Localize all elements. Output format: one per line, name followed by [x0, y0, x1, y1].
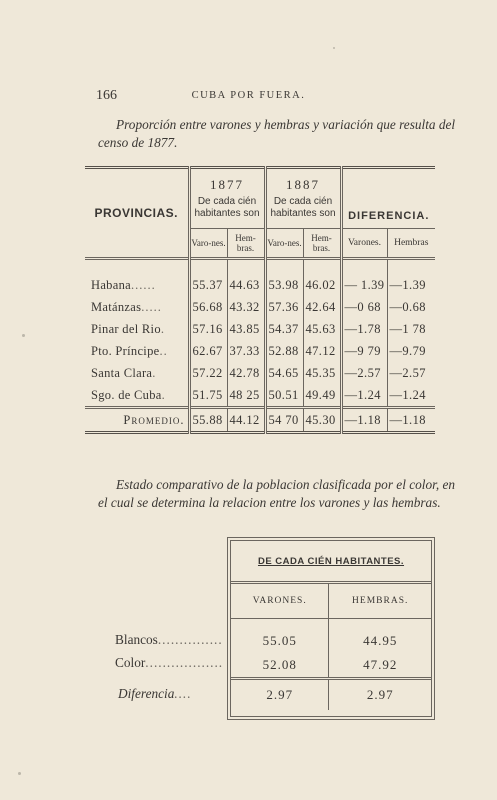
value-diff-hembras: —0.68 — [387, 296, 435, 318]
table1-average-row — [85, 408, 435, 433]
value-diff-hembras: —1.24 — [387, 384, 435, 408]
provinces-table — [85, 166, 435, 434]
color-hembras: 47.92 — [329, 653, 431, 679]
value-hembras-1887: 47.12 — [303, 340, 341, 362]
leader-dots: ..... — [141, 299, 162, 314]
diff-varones: 2.97 — [231, 679, 329, 711]
value-diff-varones: —1.24 — [341, 384, 387, 408]
color-col-varones: VARONES. — [231, 583, 329, 619]
table1-gap-row — [85, 259, 435, 275]
avg-dh: —1.18 — [387, 408, 435, 433]
province-name-text: Habana — [91, 277, 131, 292]
value-hembras-1877: 43.85 — [227, 318, 265, 340]
dots-diferencia: .... — [174, 686, 192, 701]
table2-caption: Estado comparativo de la poblacion clasificada por el color, en el cual se determina la relacion entre los varones y las hembras. — [98, 477, 456, 510]
col-hembras-1887: Hem-bras. — [303, 229, 341, 259]
value-hembras-1887: 42.64 — [303, 296, 341, 318]
page-number: 166 — [96, 88, 117, 103]
value-varones-1877: 57.22 — [189, 362, 227, 384]
label-color: Color — [115, 655, 146, 670]
color-varones: 52.08 — [262, 657, 297, 672]
province-name — [85, 274, 189, 296]
value-varones-1887: 54.65 — [265, 362, 303, 384]
value-hembras-1877: 42.78 — [227, 362, 265, 384]
value-varones-1877: 62.67 — [189, 340, 227, 362]
table-row — [85, 362, 435, 384]
value-hembras-1877: 43.32 — [227, 296, 265, 318]
leader-dots: . — [160, 321, 165, 336]
row-label-blancos — [115, 632, 223, 648]
value-diff-varones: — 1.39 — [341, 274, 387, 296]
value-hembras-1887: 49.49 — [303, 384, 341, 408]
blancos-varones: 55.05 — [262, 633, 297, 648]
table-row — [85, 384, 435, 408]
value-hembras-1887: 46.02 — [303, 274, 341, 296]
value-hembras-1887: 45.63 — [303, 318, 341, 340]
avg-v77: 55.88 — [189, 408, 227, 433]
col-varones-1877: Varo-nes. — [189, 229, 227, 259]
label-blancos: Blancos — [115, 632, 158, 647]
value-hembras-1877: 37.33 — [227, 340, 265, 362]
province-name-text: Sgo. de Cuba — [91, 387, 162, 402]
value-varones-1887: 57.36 — [265, 296, 303, 318]
province-name — [85, 384, 189, 408]
color-table-frame — [230, 540, 432, 717]
average-label-text: Promedio. — [123, 412, 185, 427]
row-blancos — [231, 629, 431, 653]
value-varones-1887: 53.98 — [265, 274, 303, 296]
sub-header-1887: De cada cién habitantes son — [270, 196, 336, 219]
leader-dots: ...... — [130, 277, 156, 292]
row-label-color — [115, 655, 223, 671]
province-name-text: Matánzas — [91, 299, 142, 314]
table1-caption: Proporción entre varones y hembras y variación que resulta del censo de 1877. — [98, 117, 456, 150]
value-diff-hembras: —1 78 — [387, 318, 435, 340]
color-col-hembras: HEMBRAS. — [329, 583, 431, 619]
row-diferencia — [231, 679, 431, 711]
provinces-header: PROVINCIAS. — [94, 206, 178, 220]
average-label — [85, 408, 189, 433]
dots-color: .................. — [145, 655, 224, 670]
diff-hembras: 2.97 — [329, 679, 431, 711]
dots-blancos: ............... — [157, 632, 223, 647]
province-name-text: Pinar del Rio — [91, 321, 161, 336]
value-varones-1887: 52.88 — [265, 340, 303, 362]
paper-speck — [18, 772, 21, 775]
blancos-hembras: 44.95 — [329, 629, 431, 653]
color-table — [231, 541, 431, 710]
value-diff-hembras: —2.57 — [387, 362, 435, 384]
value-varones-1877: 56.68 — [189, 296, 227, 318]
paper-speck — [22, 334, 25, 337]
value-varones-1877: 57.16 — [189, 318, 227, 340]
table-row — [85, 274, 435, 296]
avg-h77: 44.12 — [227, 408, 265, 433]
value-hembras-1877: 48 25 — [227, 384, 265, 408]
leader-dots: . — [152, 365, 157, 380]
year-1887: 1887 — [286, 177, 320, 192]
leader-dots: .. — [159, 343, 168, 358]
table-row — [85, 318, 435, 340]
value-diff-hembras: —9.79 — [387, 340, 435, 362]
avg-dv: —1.18 — [341, 408, 387, 433]
col-hembras-diff: Hembras — [387, 229, 435, 259]
avg-h87: 45.30 — [303, 408, 341, 433]
col-hembras-1877: Hem-bras. — [227, 229, 265, 259]
color-table-title: DE CADA CIÉN HABITANTES. — [231, 541, 431, 583]
leader-dots: . — [161, 387, 166, 402]
province-name — [85, 318, 189, 340]
value-diff-varones: —9 79 — [341, 340, 387, 362]
sub-header-1877: De cada cién habitantes son — [194, 196, 260, 219]
col-varones-diff: Varones. — [341, 229, 387, 259]
province-name-text: Pto. Príncipe — [91, 343, 160, 358]
value-varones-1877: 51.75 — [189, 384, 227, 408]
label-diferencia: Diferencia — [118, 686, 175, 701]
avg-v87: 54 70 — [265, 408, 303, 433]
value-varones-1877: 55.37 — [189, 274, 227, 296]
row-label-diferencia — [118, 686, 192, 702]
value-hembras-1887: 45.35 — [303, 362, 341, 384]
year-1887-header — [265, 168, 341, 229]
difference-header: DIFERENCIA. — [341, 168, 435, 229]
value-varones-1887: 54.37 — [265, 318, 303, 340]
year-1877-header — [189, 168, 265, 229]
value-diff-hembras: —1.39 — [387, 274, 435, 296]
value-diff-varones: —1.78 — [341, 318, 387, 340]
table1-body — [85, 274, 435, 408]
row-color — [231, 653, 431, 679]
value-diff-varones: —0 68 — [341, 296, 387, 318]
running-title: CUBA POR FUERA. — [191, 90, 306, 101]
value-hembras-1877: 44.63 — [227, 274, 265, 296]
value-varones-1887: 50.51 — [265, 384, 303, 408]
year-1877: 1877 — [210, 177, 244, 192]
table-row — [85, 340, 435, 362]
value-diff-varones: —2.57 — [341, 362, 387, 384]
province-name-text: Santa Clara — [91, 365, 153, 380]
province-name — [85, 362, 189, 384]
paper-speck — [333, 47, 335, 49]
table-row — [85, 296, 435, 318]
province-name — [85, 340, 189, 362]
table1-header-row — [85, 168, 435, 229]
province-name — [85, 296, 189, 318]
col-varones-1887: Varo-nes. — [265, 229, 303, 259]
